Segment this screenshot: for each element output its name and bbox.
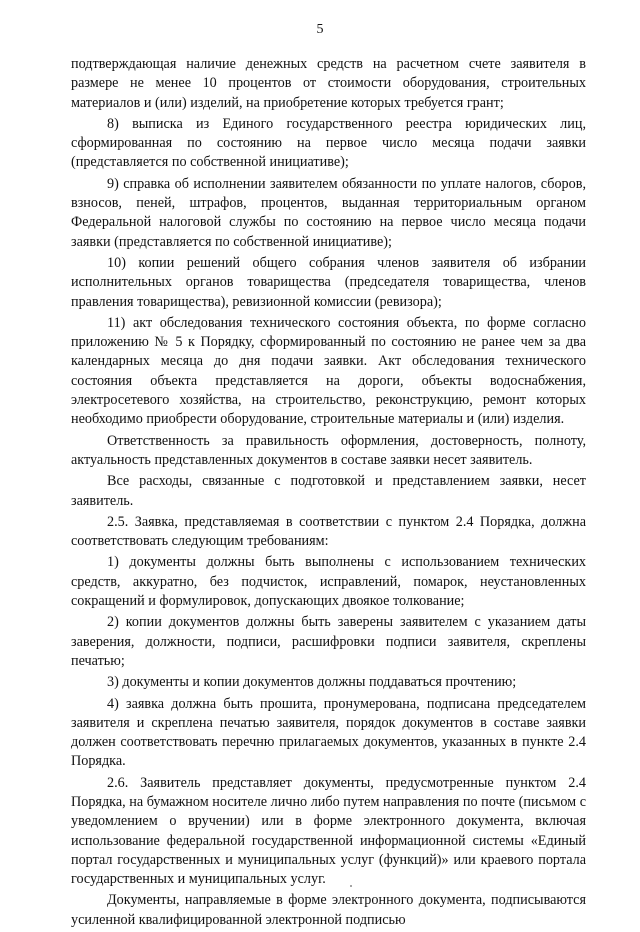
paragraph-electronic-documents: Документы, направляемые в форме электронного документа, подписываются усиленной квалифицированной электронной подписью [71,892,586,928]
paragraph-section-2-5: 2.5. Заявка, представляемая в соответствии с пунктом 2.4 Порядка, должна соответствовать следующим требованиям: [71,513,586,550]
paragraph-requirement-1: 1) документы должны быть выполнены с использованием технических средств, аккуратно, без подчисток, исправлений, помарок, неустановленных сокращений и формулировок, допускающих двоякое толкование; [71,554,586,610]
paragraph-expenses: Все расходы, связанные с подготовкой и представлением заявки, несет заявитель. [71,473,586,509]
paragraph-item-9: 9) справка об исполнении заявителем обязанности по уплате налогов, сборов, взносов, пеней, штрафов, процентов, выданная территориальным органом Федеральной налоговой службы по состоянию на первое число месяца подачи заявки (представляется по собственной инициативе); [71,175,586,250]
paragraph-item-8: 8) выписка из Единого государственного реестра юридических лиц, сформированная по состоянию на первое число месяца подачи заявки (представляется по собственной инициативе); [71,115,586,171]
paragraph-item-10: 10) копии решений общего собрания членов заявителя об избрании исполнительных органов товарищества (председателя товарищества, членов правления товарищества), ревизионной комиссии (ревизора); [71,254,586,310]
paragraph-responsibility: Ответственность за правильность оформления, достоверность, полноту, актуальность представленных документов в составе заявки несет заявитель. [71,432,586,468]
paragraph-requirement-2: 2) копии документов должны быть заверены заявителем с указанием даты заверения, должности, подписи, расшифровки подписи заявителя, скреплены печатью; [71,614,586,669]
paragraph-section-2-6: 2.6. Заявитель представляет документы, предусмотренные пунктом 2.4 Порядка, на бумажном носителе лично либо путем направления по почте (письмом с уведомлением о вручении) или в форме электронного документа, включая использование федеральной государственной информационной системы «Единый портал государственных и муниципальных услуг (функций)» или краевого портала государственных и муниципальных услуг. [71,774,586,888]
paragraph-continuation: подтверждающая наличие денежных средств на расчетном счете заявителя в размере не менее 10 процентов от стоимости оборудования, строительных материалов и (или) изделий, на приобретение которых требуется грант; [71,56,586,111]
paragraph-requirement-4: 4) заявка должна быть прошита, пронумерована, подписана председателем заявителя и скреплена печатью заявителя, порядок документов в составе заявки должен соответствовать перечню прилагаемых документов, указанных в пункте 2.4 Порядка. [71,695,586,770]
paragraph-requirement-3: 3) документы и копии документов должны поддаваться прочтению; [107,674,517,691]
document-body [71,55,586,932]
page-number: 5 [316,22,324,37]
paragraph-item-11: 11) акт обследования технического состояния объекта, по форме согласно приложению № 5 к Порядку, сформированный по состоянию не ранее чем за два календарных месяца до дня подачи заявки. Акт обследования технического состояния объекта представляется на дороги, объекты водоснабжения, электросетевого хозяйства, на строительство, реконструкцию, ремонт которых необходимо приобрести оборудование, строительные материалы и (или) изделия. [71,314,586,428]
scan-speck [350,885,352,887]
